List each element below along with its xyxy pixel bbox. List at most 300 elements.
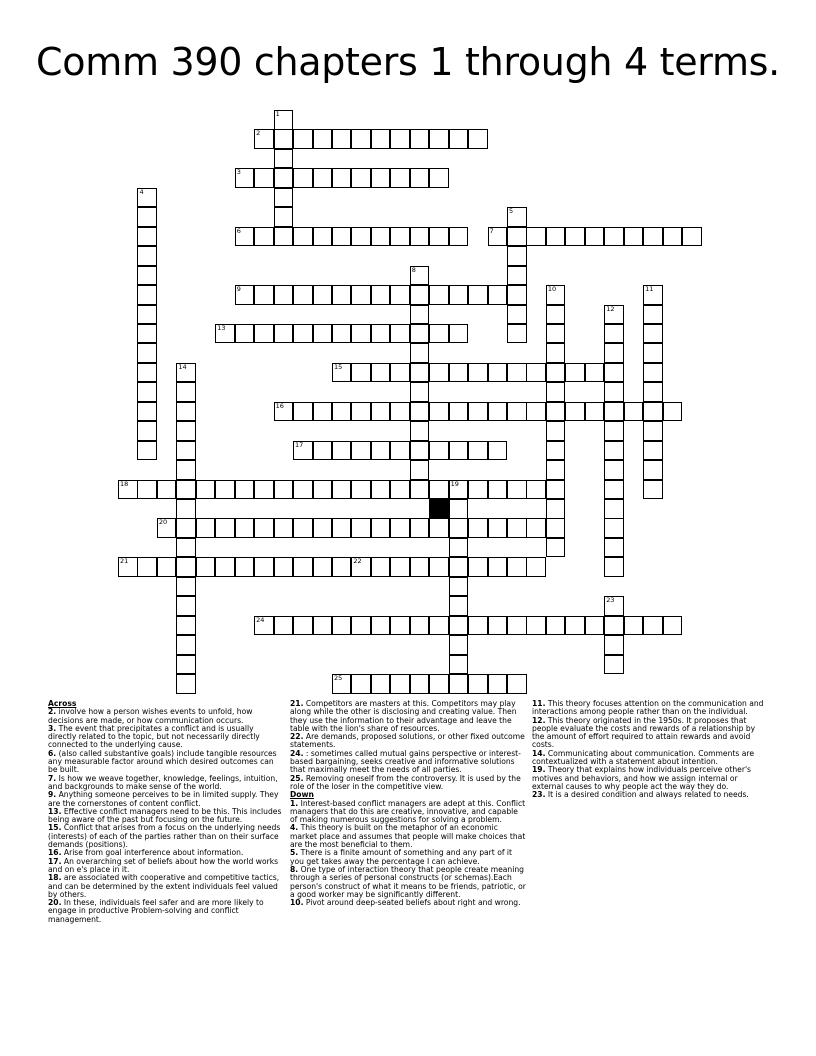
grid-cell[interactable] <box>449 227 469 247</box>
grid-cell[interactable] <box>371 402 391 422</box>
grid-cell[interactable] <box>604 635 624 655</box>
grid-cell[interactable] <box>507 363 527 383</box>
grid-cell[interactable] <box>429 616 449 636</box>
grid-cell[interactable] <box>410 305 430 325</box>
grid-cell[interactable] <box>371 285 391 305</box>
grid-cell[interactable] <box>235 324 255 344</box>
grid-cell[interactable] <box>137 305 157 325</box>
grid-cell[interactable] <box>332 129 352 149</box>
grid-cell[interactable] <box>274 518 294 538</box>
grid-cell[interactable] <box>390 129 410 149</box>
grid-cell[interactable] <box>176 616 196 636</box>
grid-cell[interactable] <box>351 616 371 636</box>
grid-cell[interactable] <box>351 168 371 188</box>
grid-cell[interactable] <box>293 518 313 538</box>
grid-cell[interactable] <box>488 441 508 461</box>
grid-cell[interactable] <box>293 285 313 305</box>
grid-cell[interactable] <box>176 402 196 422</box>
grid-cell[interactable] <box>643 324 663 344</box>
grid-cell[interactable] <box>196 480 216 500</box>
grid-cell[interactable] <box>488 363 508 383</box>
grid-cell[interactable] <box>137 266 157 286</box>
grid-cell[interactable] <box>254 480 274 500</box>
grid-cell[interactable] <box>274 402 294 422</box>
grid-cell[interactable] <box>390 480 410 500</box>
grid-cell[interactable] <box>137 246 157 266</box>
grid-cell[interactable] <box>526 480 546 500</box>
grid-cell[interactable] <box>176 674 196 694</box>
grid-cell[interactable] <box>663 227 683 247</box>
grid-cell[interactable] <box>351 557 371 577</box>
grid-cell[interactable] <box>429 518 449 538</box>
grid-cell[interactable] <box>507 557 527 577</box>
grid-cell[interactable] <box>351 285 371 305</box>
grid-cell[interactable] <box>313 518 333 538</box>
grid-cell[interactable] <box>371 557 391 577</box>
grid-cell[interactable] <box>274 285 294 305</box>
grid-cell[interactable] <box>546 285 566 305</box>
grid-cell[interactable] <box>196 518 216 538</box>
grid-cell[interactable] <box>468 441 488 461</box>
grid-cell[interactable] <box>526 402 546 422</box>
grid-cell[interactable] <box>643 402 663 422</box>
grid-cell[interactable] <box>274 110 294 130</box>
grid-cell[interactable] <box>137 382 157 402</box>
grid-cell[interactable] <box>546 227 566 247</box>
grid-cell[interactable] <box>274 324 294 344</box>
grid-cell[interactable] <box>507 402 527 422</box>
grid-cell[interactable] <box>274 207 294 227</box>
grid-cell[interactable] <box>488 402 508 422</box>
grid-cell[interactable] <box>604 655 624 675</box>
grid-cell[interactable] <box>410 557 430 577</box>
grid-cell[interactable] <box>293 557 313 577</box>
grid-cell[interactable] <box>176 363 196 383</box>
grid-cell[interactable] <box>624 402 644 422</box>
grid-cell[interactable] <box>137 207 157 227</box>
grid-cell[interactable] <box>526 557 546 577</box>
grid-cell[interactable] <box>604 402 624 422</box>
grid-cell[interactable] <box>643 343 663 363</box>
grid-cell[interactable] <box>137 421 157 441</box>
grid-cell[interactable] <box>313 285 333 305</box>
grid-cell[interactable] <box>643 382 663 402</box>
grid-cell[interactable] <box>351 441 371 461</box>
grid-cell[interactable] <box>507 674 527 694</box>
grid-cell[interactable] <box>176 655 196 675</box>
grid-cell[interactable] <box>235 518 255 538</box>
grid-cell[interactable] <box>371 441 391 461</box>
grid-cell[interactable] <box>118 557 138 577</box>
grid-cell[interactable] <box>274 149 294 169</box>
grid-cell[interactable] <box>293 168 313 188</box>
grid-cell[interactable] <box>332 168 352 188</box>
grid-cell[interactable] <box>176 518 196 538</box>
grid-cell[interactable] <box>449 577 469 597</box>
grid-cell[interactable] <box>624 616 644 636</box>
grid-cell[interactable] <box>313 557 333 577</box>
grid-cell[interactable] <box>371 363 391 383</box>
grid-cell[interactable] <box>410 343 430 363</box>
grid-cell[interactable] <box>410 129 430 149</box>
grid-cell[interactable] <box>429 480 449 500</box>
grid-cell[interactable] <box>390 324 410 344</box>
grid-cell[interactable] <box>643 305 663 325</box>
grid-cell[interactable] <box>293 227 313 247</box>
grid-cell[interactable] <box>410 168 430 188</box>
grid-cell[interactable] <box>274 168 294 188</box>
grid-cell[interactable] <box>643 285 663 305</box>
grid-cell[interactable] <box>254 557 274 577</box>
grid-cell[interactable] <box>449 402 469 422</box>
grid-cell[interactable] <box>371 480 391 500</box>
grid-cell[interactable] <box>351 363 371 383</box>
grid-cell[interactable] <box>546 382 566 402</box>
grid-cell[interactable] <box>371 616 391 636</box>
grid-cell[interactable] <box>604 227 624 247</box>
grid-cell[interactable] <box>351 674 371 694</box>
grid-cell[interactable] <box>410 421 430 441</box>
grid-cell[interactable] <box>468 557 488 577</box>
grid-cell[interactable] <box>604 363 624 383</box>
grid-cell[interactable] <box>565 363 585 383</box>
grid-cell[interactable] <box>176 460 196 480</box>
grid-cell[interactable] <box>546 343 566 363</box>
grid-cell[interactable] <box>254 324 274 344</box>
grid-cell[interactable] <box>313 441 333 461</box>
grid-cell[interactable] <box>332 441 352 461</box>
grid-cell[interactable] <box>663 402 683 422</box>
grid-cell[interactable] <box>390 441 410 461</box>
grid-cell[interactable] <box>488 616 508 636</box>
grid-cell[interactable] <box>488 285 508 305</box>
grid-cell[interactable] <box>137 285 157 305</box>
grid-cell[interactable] <box>507 305 527 325</box>
grid-cell[interactable] <box>235 557 255 577</box>
grid-cell[interactable] <box>332 557 352 577</box>
grid-cell[interactable] <box>313 168 333 188</box>
grid-cell[interactable] <box>332 616 352 636</box>
grid-cell[interactable] <box>429 363 449 383</box>
grid-cell[interactable] <box>157 557 177 577</box>
grid-cell[interactable] <box>546 518 566 538</box>
grid-cell[interactable] <box>351 227 371 247</box>
grid-cell[interactable] <box>371 168 391 188</box>
grid-cell[interactable] <box>429 168 449 188</box>
grid-cell[interactable] <box>546 421 566 441</box>
grid-cell[interactable] <box>643 460 663 480</box>
grid-cell[interactable] <box>449 324 469 344</box>
grid-cell[interactable] <box>468 129 488 149</box>
grid-cell[interactable] <box>274 129 294 149</box>
grid-cell[interactable] <box>468 616 488 636</box>
grid-cell[interactable] <box>604 596 624 616</box>
grid-cell[interactable] <box>410 402 430 422</box>
grid-cell[interactable] <box>254 227 274 247</box>
grid-cell[interactable] <box>332 674 352 694</box>
grid-cell[interactable] <box>429 227 449 247</box>
grid-cell[interactable] <box>624 227 644 247</box>
grid-cell[interactable] <box>196 557 216 577</box>
grid-cell[interactable] <box>604 441 624 461</box>
grid-cell[interactable] <box>313 480 333 500</box>
grid-cell[interactable] <box>137 441 157 461</box>
grid-cell[interactable] <box>215 518 235 538</box>
grid-cell[interactable] <box>254 616 274 636</box>
grid-cell[interactable] <box>137 557 157 577</box>
grid-cell[interactable] <box>585 402 605 422</box>
grid-cell[interactable] <box>254 168 274 188</box>
grid-cell[interactable] <box>351 518 371 538</box>
grid-cell[interactable] <box>449 674 469 694</box>
grid-cell[interactable] <box>410 616 430 636</box>
grid-cell[interactable] <box>215 324 235 344</box>
grid-cell[interactable] <box>449 596 469 616</box>
grid-cell[interactable] <box>429 441 449 461</box>
grid-cell[interactable] <box>429 324 449 344</box>
grid-cell[interactable] <box>449 538 469 558</box>
grid-cell[interactable] <box>371 674 391 694</box>
grid-cell[interactable] <box>176 421 196 441</box>
grid-cell[interactable] <box>332 324 352 344</box>
grid-cell[interactable] <box>449 518 469 538</box>
grid-cell[interactable] <box>157 518 177 538</box>
grid-cell[interactable] <box>604 421 624 441</box>
grid-cell[interactable] <box>468 480 488 500</box>
grid-cell[interactable] <box>332 518 352 538</box>
grid-cell[interactable] <box>332 285 352 305</box>
grid-cell[interactable] <box>449 285 469 305</box>
grid-cell[interactable] <box>546 616 566 636</box>
grid-cell[interactable] <box>293 324 313 344</box>
grid-cell[interactable] <box>293 480 313 500</box>
grid-cell[interactable] <box>565 227 585 247</box>
grid-cell[interactable] <box>468 402 488 422</box>
grid-cell[interactable] <box>663 616 683 636</box>
grid-cell[interactable] <box>293 402 313 422</box>
grid-cell[interactable] <box>137 480 157 500</box>
grid-cell[interactable] <box>293 129 313 149</box>
grid-cell[interactable] <box>604 343 624 363</box>
grid-cell[interactable] <box>274 227 294 247</box>
grid-cell[interactable] <box>254 518 274 538</box>
grid-cell[interactable] <box>332 363 352 383</box>
grid-cell[interactable] <box>604 460 624 480</box>
grid-cell[interactable] <box>410 518 430 538</box>
grid-cell[interactable] <box>585 227 605 247</box>
grid-cell[interactable] <box>215 480 235 500</box>
grid-cell[interactable] <box>546 402 566 422</box>
grid-cell[interactable] <box>429 402 449 422</box>
grid-cell[interactable] <box>351 402 371 422</box>
grid-cell[interactable] <box>526 518 546 538</box>
grid-cell[interactable] <box>526 227 546 247</box>
grid-cell[interactable] <box>507 227 527 247</box>
grid-cell[interactable] <box>488 480 508 500</box>
grid-cell[interactable] <box>526 616 546 636</box>
grid-cell[interactable] <box>546 305 566 325</box>
grid-cell[interactable] <box>137 324 157 344</box>
grid-cell[interactable] <box>546 363 566 383</box>
grid-cell[interactable] <box>449 616 469 636</box>
grid-cell[interactable] <box>371 227 391 247</box>
grid-cell[interactable] <box>449 363 469 383</box>
grid-cell[interactable] <box>371 324 391 344</box>
grid-cell[interactable] <box>604 557 624 577</box>
grid-cell[interactable] <box>429 674 449 694</box>
grid-cell[interactable] <box>410 441 430 461</box>
grid-cell[interactable] <box>488 227 508 247</box>
grid-cell[interactable] <box>507 324 527 344</box>
grid-cell[interactable] <box>313 324 333 344</box>
grid-cell[interactable] <box>137 188 157 208</box>
grid-cell[interactable] <box>604 382 624 402</box>
grid-cell[interactable] <box>604 324 624 344</box>
grid-cell[interactable] <box>176 596 196 616</box>
grid-cell[interactable] <box>488 557 508 577</box>
grid-cell[interactable] <box>546 499 566 519</box>
grid-cell[interactable] <box>313 227 333 247</box>
grid-cell[interactable] <box>176 499 196 519</box>
grid-cell[interactable] <box>351 324 371 344</box>
grid-cell[interactable] <box>157 480 177 500</box>
grid-cell[interactable] <box>643 363 663 383</box>
grid-cell[interactable] <box>176 382 196 402</box>
grid-cell[interactable] <box>643 480 663 500</box>
grid-cell[interactable] <box>585 363 605 383</box>
grid-cell[interactable] <box>449 480 469 500</box>
grid-cell[interactable] <box>390 674 410 694</box>
grid-cell[interactable] <box>390 363 410 383</box>
grid-cell[interactable] <box>371 518 391 538</box>
grid-cell[interactable] <box>643 421 663 441</box>
grid-cell[interactable] <box>235 480 255 500</box>
grid-cell[interactable] <box>507 207 527 227</box>
grid-cell[interactable] <box>429 285 449 305</box>
grid-cell[interactable] <box>449 557 469 577</box>
grid-cell[interactable] <box>604 616 624 636</box>
grid-cell[interactable] <box>546 480 566 500</box>
grid-cell[interactable] <box>410 266 430 286</box>
grid-cell[interactable] <box>410 227 430 247</box>
grid-cell[interactable] <box>293 616 313 636</box>
grid-cell[interactable] <box>274 616 294 636</box>
grid-cell[interactable] <box>604 538 624 558</box>
grid-cell[interactable] <box>313 616 333 636</box>
grid-cell[interactable] <box>390 227 410 247</box>
grid-cell[interactable] <box>332 480 352 500</box>
grid-cell[interactable] <box>137 363 157 383</box>
grid-cell[interactable] <box>488 518 508 538</box>
grid-cell[interactable] <box>313 402 333 422</box>
grid-cell[interactable] <box>429 557 449 577</box>
grid-cell[interactable] <box>410 285 430 305</box>
grid-cell[interactable] <box>507 246 527 266</box>
grid-cell[interactable] <box>254 129 274 149</box>
grid-cell[interactable] <box>643 227 663 247</box>
grid-cell[interactable] <box>468 363 488 383</box>
grid-cell[interactable] <box>274 480 294 500</box>
grid-cell[interactable] <box>449 499 469 519</box>
grid-cell[interactable] <box>507 266 527 286</box>
grid-cell[interactable] <box>390 402 410 422</box>
grid-cell[interactable] <box>137 402 157 422</box>
grid-cell[interactable] <box>468 518 488 538</box>
grid-cell[interactable] <box>274 188 294 208</box>
grid-cell[interactable] <box>215 557 235 577</box>
grid-cell[interactable] <box>604 305 624 325</box>
grid-cell[interactable] <box>390 168 410 188</box>
grid-cell[interactable] <box>565 402 585 422</box>
grid-cell[interactable] <box>546 441 566 461</box>
grid-cell[interactable] <box>332 402 352 422</box>
grid-cell[interactable] <box>507 285 527 305</box>
grid-cell[interactable] <box>176 480 196 500</box>
grid-cell[interactable] <box>235 227 255 247</box>
grid-cell[interactable] <box>235 168 255 188</box>
grid-cell[interactable] <box>313 129 333 149</box>
grid-cell[interactable] <box>449 655 469 675</box>
grid-cell[interactable] <box>390 285 410 305</box>
grid-cell[interactable] <box>507 616 527 636</box>
grid-cell[interactable] <box>449 635 469 655</box>
grid-cell[interactable] <box>390 557 410 577</box>
grid-cell[interactable] <box>585 616 605 636</box>
grid-cell[interactable] <box>410 324 430 344</box>
grid-cell[interactable] <box>449 129 469 149</box>
grid-cell[interactable] <box>507 480 527 500</box>
grid-cell[interactable] <box>507 518 527 538</box>
grid-cell[interactable] <box>546 324 566 344</box>
grid-cell[interactable] <box>332 227 352 247</box>
grid-cell[interactable] <box>274 557 294 577</box>
grid-cell[interactable] <box>176 538 196 558</box>
grid-cell[interactable] <box>682 227 702 247</box>
grid-cell[interactable] <box>410 674 430 694</box>
grid-cell[interactable] <box>565 616 585 636</box>
grid-cell[interactable] <box>235 285 255 305</box>
grid-cell[interactable] <box>137 343 157 363</box>
grid-cell[interactable] <box>643 441 663 461</box>
grid-cell[interactable] <box>390 518 410 538</box>
grid-cell[interactable] <box>546 460 566 480</box>
grid-cell[interactable] <box>546 538 566 558</box>
grid-cell[interactable] <box>468 674 488 694</box>
grid-cell[interactable] <box>390 616 410 636</box>
grid-cell[interactable] <box>176 635 196 655</box>
grid-cell[interactable] <box>604 518 624 538</box>
grid-cell[interactable] <box>604 499 624 519</box>
grid-cell[interactable] <box>118 480 138 500</box>
grid-cell[interactable] <box>137 227 157 247</box>
grid-cell[interactable] <box>410 480 430 500</box>
grid-cell[interactable] <box>176 577 196 597</box>
grid-cell[interactable] <box>449 441 469 461</box>
grid-cell[interactable] <box>410 460 430 480</box>
grid-cell[interactable] <box>410 363 430 383</box>
grid-cell[interactable] <box>604 480 624 500</box>
grid-cell[interactable] <box>351 480 371 500</box>
grid-cell[interactable] <box>254 285 274 305</box>
grid-cell[interactable] <box>293 441 313 461</box>
grid-cell[interactable] <box>488 674 508 694</box>
grid-cell[interactable] <box>429 129 449 149</box>
grid-cell[interactable] <box>643 616 663 636</box>
grid-cell[interactable] <box>468 285 488 305</box>
grid-cell[interactable] <box>176 557 196 577</box>
grid-cell[interactable] <box>351 129 371 149</box>
grid-cell[interactable] <box>410 382 430 402</box>
